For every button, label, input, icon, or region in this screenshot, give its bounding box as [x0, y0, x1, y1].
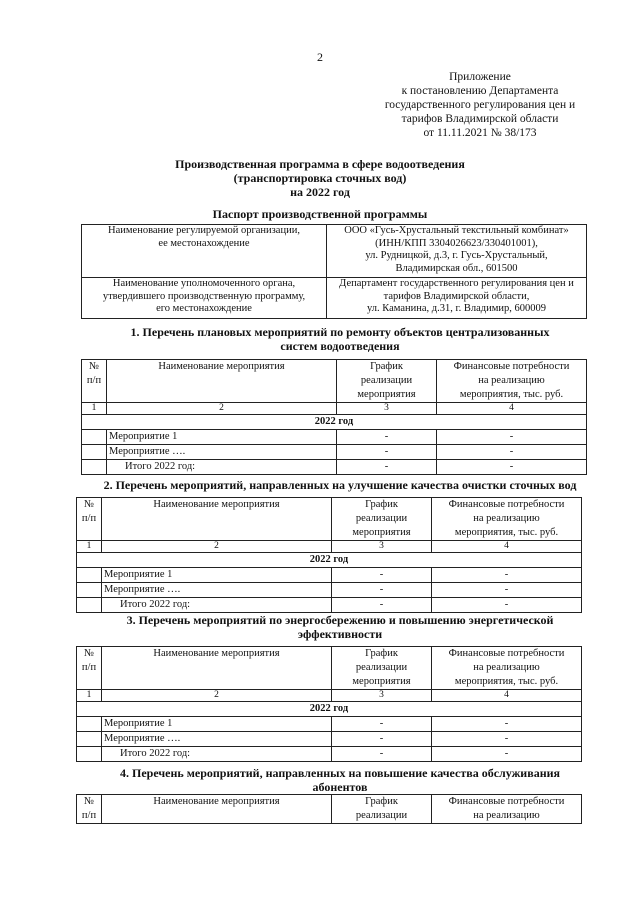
table-row	[77, 732, 582, 747]
total-schedule: -	[332, 747, 432, 762]
event-schedule: -	[332, 568, 432, 583]
page-number: 2	[317, 50, 323, 64]
heading-line: систем водоотведения	[280, 339, 400, 353]
column-number: 1	[77, 541, 102, 553]
col-number-header: № п/п	[77, 647, 102, 690]
col-schedule-header: График реализации	[332, 795, 432, 824]
event-schedule: -	[332, 583, 432, 598]
total-schedule: -	[337, 460, 437, 475]
column-number-row	[82, 403, 587, 415]
total-row	[77, 747, 582, 762]
table-header-row	[82, 360, 587, 403]
cell-line: ООО «Гусь-Хрустальный текстильный комбинат»	[344, 225, 569, 236]
event-name: Мероприятие 1	[102, 568, 332, 583]
passport-value-cell	[327, 278, 587, 319]
column-number: 1	[82, 403, 107, 415]
event-finance: -	[432, 732, 582, 747]
event-schedule: -	[332, 717, 432, 732]
year-row	[77, 553, 582, 568]
cell-line: Департамент государственного регулирования цен и	[339, 278, 574, 289]
heading-line: абонентов	[312, 780, 368, 794]
col-number-header: № п/п	[77, 498, 102, 541]
annex-line: к постановлению Департамента	[401, 85, 559, 97]
column-number: 4	[432, 690, 582, 702]
event-schedule: -	[337, 445, 437, 460]
year-row	[82, 415, 587, 430]
cell-line: утвердившего производственную программу,	[102, 290, 306, 302]
title-line: на 2022 год	[290, 185, 350, 199]
table-header-row	[77, 498, 582, 541]
events-table	[76, 497, 582, 613]
heading-line: 3. Перечень мероприятий по энергосбережению и повышению энергетической	[126, 613, 554, 627]
event-schedule: -	[337, 430, 437, 445]
column-number: 2	[107, 403, 337, 415]
table-row	[82, 445, 587, 460]
table-header-row	[77, 795, 582, 824]
column-number: 3	[332, 690, 432, 702]
cell-line: его местонахождение	[156, 303, 252, 314]
column-number-row	[77, 690, 582, 702]
section-heading	[80, 478, 600, 492]
col-schedule-header: График реализации мероприятия	[332, 498, 432, 541]
column-number: 2	[102, 541, 332, 553]
annex-line: государственного регулирования цен и	[384, 99, 576, 111]
year-row	[77, 702, 582, 717]
total-label: Итого 2022 год:	[102, 598, 332, 613]
col-finance-header: Финансовые потребности на реализацию мероприятия, тыс. руб.	[437, 360, 587, 403]
passport-table	[81, 224, 587, 319]
year-label: 2022 год	[77, 553, 582, 568]
section-heading	[80, 766, 600, 794]
cell-line: ул. Каманина, д.31, г. Владимир, 600009	[366, 303, 547, 314]
table-row	[77, 717, 582, 732]
heading-line: 1. Перечень плановых мероприятий по ремонту объектов централизованных	[130, 325, 550, 339]
passport-label-cell	[82, 225, 327, 278]
col-name-header: Наименование мероприятия	[102, 647, 332, 690]
event-name: Мероприятие ….	[107, 445, 337, 460]
col-finance-header: Финансовые потребности на реализацию мероприятия, тыс. руб.	[432, 498, 582, 541]
total-label: Итого 2022 год:	[107, 460, 337, 475]
column-number-row	[77, 541, 582, 553]
column-number: 1	[77, 690, 102, 702]
col-name-header: Наименование мероприятия	[102, 498, 332, 541]
passport-heading: Паспорт производственной программы	[212, 207, 428, 221]
col-schedule-header: График реализации мероприятия	[337, 360, 437, 403]
event-name: Мероприятие ….	[102, 583, 332, 598]
cell-line: ул. Рудницкой, д.3, г. Гусь-Хрустальный,	[365, 250, 548, 261]
total-label: Итого 2022 год:	[102, 747, 332, 762]
column-number: 4	[432, 541, 582, 553]
cell-line: ее местонахождение	[158, 237, 250, 249]
event-schedule: -	[332, 732, 432, 747]
event-finance: -	[437, 445, 587, 460]
event-name: Мероприятие 1	[102, 717, 332, 732]
heading-line: эффективности	[297, 627, 383, 641]
annex-block	[360, 70, 600, 140]
column-number: 2	[102, 690, 332, 702]
cell-line: тарифов Владимирской области,	[383, 290, 530, 302]
col-finance-header: Финансовые потребности на реализацию мероприятия, тыс. руб.	[432, 647, 582, 690]
cell-line: Наименование регулируемой организации,	[108, 225, 300, 236]
annex-line: тарифов Владимирской области	[401, 113, 559, 125]
table-row	[77, 568, 582, 583]
section-heading	[80, 325, 600, 353]
events-table	[76, 646, 582, 762]
title-line: Производственная программа в сфере водоотведения	[175, 157, 465, 171]
passport-value-cell	[327, 225, 587, 278]
col-number-header: № п/п	[82, 360, 107, 403]
heading-line: 2. Перечень мероприятий, направленных на улучшение качества очистки сточных вод	[103, 478, 577, 492]
event-finance: -	[432, 583, 582, 598]
total-finance: -	[437, 460, 587, 475]
column-number: 3	[332, 541, 432, 553]
year-label: 2022 год	[77, 702, 582, 717]
column-number: 3	[337, 403, 437, 415]
passport-row	[82, 278, 587, 319]
section-heading	[80, 613, 600, 641]
document-title	[100, 157, 540, 199]
passport-row	[82, 225, 587, 278]
total-row	[82, 460, 587, 475]
cell-line: Наименование уполномоченного органа,	[112, 278, 296, 289]
cell-line: Владимирская обл., 601500	[395, 262, 518, 274]
col-name-header: Наименование мероприятия	[107, 360, 337, 403]
col-name-header: Наименование мероприятия	[102, 795, 332, 824]
total-schedule: -	[332, 598, 432, 613]
event-finance: -	[432, 568, 582, 583]
total-finance: -	[432, 598, 582, 613]
event-finance: -	[432, 717, 582, 732]
events-table	[81, 359, 587, 475]
col-number-header: № п/п	[77, 795, 102, 824]
table-header-row	[77, 647, 582, 690]
total-row	[77, 598, 582, 613]
column-number: 4	[437, 403, 587, 415]
col-schedule-header: График реализации мероприятия	[332, 647, 432, 690]
heading-line: 4. Перечень мероприятий, направленных на повышение качества обслуживания	[119, 766, 561, 780]
table-row	[82, 430, 587, 445]
table-row	[77, 583, 582, 598]
cell-line: (ИНН/КПП 3304026623/330401001),	[375, 237, 538, 249]
event-finance: -	[437, 430, 587, 445]
passport-label-cell	[82, 278, 327, 319]
year-label: 2022 год	[82, 415, 587, 430]
col-finance-header: Финансовые потребности на реализацию	[432, 795, 582, 824]
total-finance: -	[432, 747, 582, 762]
events-table	[76, 794, 582, 824]
annex-line: от 11.11.2021 № 38/173	[423, 127, 537, 139]
event-name: Мероприятие 1	[107, 430, 337, 445]
annex-line: Приложение	[449, 71, 511, 83]
title-line: (транспортировка сточных вод)	[233, 171, 407, 185]
event-name: Мероприятие ….	[102, 732, 332, 747]
